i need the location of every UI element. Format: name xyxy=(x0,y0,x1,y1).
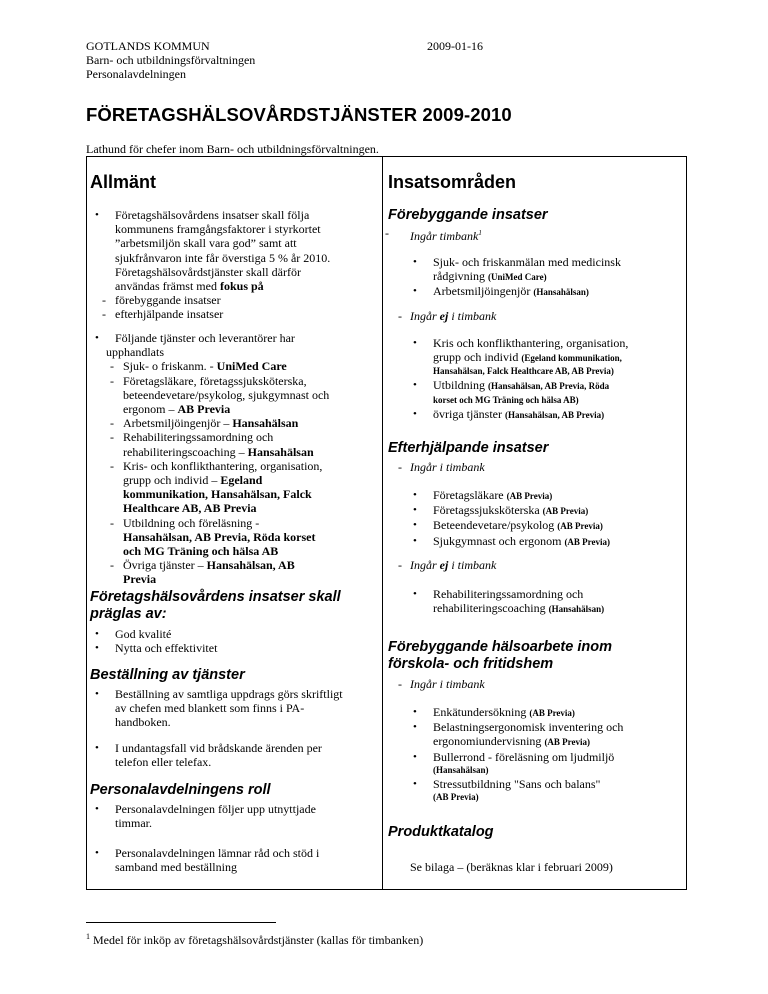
b2-i6-provider-1: Hansahälsan, AB Previa, Röda korset xyxy=(123,529,316,544)
s2-item-1-provider: (AB Previa) xyxy=(506,491,553,501)
s4-b2-l2: samband med beställning xyxy=(115,860,237,875)
b1-focus: fokus på xyxy=(219,279,264,294)
s3-b1-l1: • Beställning av samtliga uppdrags görs skriftligt xyxy=(115,687,380,701)
s4-b1-l2: timmar. xyxy=(115,816,152,831)
s1-k2: grupp och individ xyxy=(433,350,522,365)
s2-item-2: • Nytta och effektivitet xyxy=(115,641,217,655)
s3-item-1: Enkätundersökning xyxy=(433,705,530,719)
b2-item-4-l1: - Rehabiliteringssamordning och xyxy=(123,430,381,444)
s4-b2-l1: • Personalavdelningen lämnar råd och stöd i xyxy=(115,846,380,860)
b2-i4-provider: Hansahälsan xyxy=(247,444,314,459)
s3-item-2-provider: (AB Previa) xyxy=(544,737,591,748)
b1-line-2: ”arbetsmiljön skall vara god” samt att xyxy=(115,236,297,251)
b2-item-6-l1: - Utbildning och föreläsning - xyxy=(123,516,381,530)
s3-item-4: • Stressutbildning "Sans och balans" xyxy=(433,777,683,791)
right-s2-heading: Efterhjälpande insatser xyxy=(388,440,549,456)
b1-dash-2: - efterhjälpande insatser xyxy=(115,307,380,321)
s3-b1-l3: handboken. xyxy=(115,715,171,730)
b2-i5-provider-2: kommunikation, Hansahälsan, Falck xyxy=(123,487,312,502)
right-s1-heading: Förebyggande insatser xyxy=(388,207,548,223)
b1-line-0: • Företagshälsovårdens insatser skall följa xyxy=(115,208,310,222)
s2-item-3: Beteendevetare/psykolog xyxy=(433,518,558,533)
left-s2-heading-1: Företagshälsovårdens insatser skall xyxy=(90,589,341,605)
b2-i7-provider-1: Hansahälsan, AB xyxy=(206,558,295,573)
s1-item-2: Arbetsmiljöingenjör xyxy=(433,284,534,299)
s2-item-2-provider: (AB Previa) xyxy=(542,506,589,517)
b2-item-4-l2: rehabiliteringscoaching – xyxy=(123,444,248,459)
b2-item-1 xyxy=(123,359,381,373)
s3-item-3-provider: (Hansahälsan) xyxy=(433,764,489,775)
left-bullet-1 xyxy=(115,208,380,322)
s2-item-4-provider: (AB Previa) xyxy=(564,536,611,547)
s2-rehab-provider: (Hansahälsan) xyxy=(548,604,605,615)
footnote-text: Medel för inköp av företagshälsovårdstjänster (kallas för timbanken) xyxy=(90,933,424,947)
s1-k3p: Hansahälsan, Falck Healthcare AB, AB Previa) xyxy=(433,366,614,377)
b1-line-1: kommunens framgångsfaktorer i styrkortet xyxy=(115,222,321,237)
b2-i3-text: Arbetsmiljöingenjör – xyxy=(123,416,233,431)
s1-dash-2-ej: ej xyxy=(439,309,449,323)
right-s3-heading-2: förskola- och fritidshem xyxy=(388,656,554,672)
header-date: 2009-01-16 xyxy=(427,39,483,53)
s3-item-1-provider: (AB Previa) xyxy=(529,708,575,718)
s2-item-1: Företagsläkare xyxy=(433,488,507,502)
s3-b2-l2: telefon eller telefax. xyxy=(115,755,212,770)
left-heading: Allmänt xyxy=(90,172,157,192)
s2-item-1: • God kvalité xyxy=(115,627,217,641)
header-org: GOTLANDS KOMMUN xyxy=(86,39,210,53)
page-subtitle: Lathund för chefer inom Barn- och utbildningsförvaltningen. xyxy=(86,142,379,156)
s2-dash-2-ej: ej xyxy=(439,558,449,572)
s2-item-2: Företagssjuksköterska xyxy=(433,503,543,518)
b1-dash-1: - förebyggande insatser xyxy=(115,293,380,307)
s1-o1p: (Hansahälsan, AB Previa) xyxy=(504,409,605,420)
s1-fnmark: 1 xyxy=(478,229,482,237)
left-s2-heading-2: präglas av: xyxy=(90,606,167,622)
b2-i2-provider: AB Previa xyxy=(177,402,231,417)
left-s3-heading: Beställning av tjänster xyxy=(90,667,245,683)
page-title: FÖRETAGSHÄLSOVÅRDSTJÄNSTER 2009-2010 xyxy=(86,104,512,125)
b2-i5-provider-3: Healthcare AB, AB Previa xyxy=(123,501,257,516)
right-s4-text: Se bilaga – (beräknas klar i februari 2009) xyxy=(410,860,613,874)
s3-item-4-provider: (AB Previa) xyxy=(433,792,479,803)
s1-k2p: (Egeland kommunikation, xyxy=(521,353,622,364)
s1-dash-2-c: i timbank xyxy=(448,309,497,323)
s2-item-3-provider: (AB Previa) xyxy=(557,521,603,532)
b1-line-3: sjukfrånvaron inte får överstiga 5 % år 2010. xyxy=(115,250,331,265)
b2-line-1: • Följande tjänster och leverantörer har xyxy=(115,331,390,345)
s1-item-1-l2: rådgivning xyxy=(433,269,488,284)
b2-item-2-l2: beteendevetare/psykolog, sjukgymnast och xyxy=(123,387,330,402)
header-dept1: Barn- och utbildningsförvaltningen xyxy=(86,53,256,67)
s3-dash-1: Ingår i timbank xyxy=(410,677,485,691)
b2-i5-provider-1: Egeland xyxy=(220,473,263,488)
s1-item-2-provider: (Hansahälsan) xyxy=(533,287,589,298)
b2-i7-text: Övriga tjänster – xyxy=(123,558,207,573)
s1-item-1-l1: • Sjuk- och friskanmälan med medicinsk xyxy=(433,255,683,269)
s2-dash-2-c: i timbank xyxy=(448,558,497,572)
s1-item-1-provider: (UniMed Care) xyxy=(488,272,547,283)
b2-item-2-l3: ergonom – xyxy=(123,402,178,417)
b2-i1-provider: UniMed Care xyxy=(216,359,287,374)
b2-item-2-l1: - Företagsläkare, företagssjuksköterska, xyxy=(123,374,381,388)
s3-b1-l2: av chefen med blankett som finns i PA- xyxy=(115,701,305,716)
b2-i6-provider-2: och MG Träning och hälsa AB xyxy=(123,544,279,559)
s1-u1p: (Hansahälsan, AB Previa, Röda xyxy=(488,381,610,392)
b2-item-5-l2: grupp och individ – xyxy=(123,473,221,488)
left-bullet-2 xyxy=(106,331,381,587)
s1-u1: Utbildning xyxy=(433,378,489,393)
left-s4-heading: Personalavdelningens roll xyxy=(90,782,271,798)
s2-dash-1: Ingår i timbank xyxy=(410,460,485,474)
b1-line-4: Företagshälsovårdstjänster skall därför xyxy=(115,264,301,279)
s3-item-2-l1: • Belastningsergonomisk inventering och xyxy=(433,720,683,734)
s2-dash-2-a: Ingår xyxy=(410,558,440,572)
s1-u2p: korset och MG Träning och hälsa AB) xyxy=(433,394,579,405)
s1-k1: • Kris och konflikthantering, organisation, xyxy=(433,336,683,350)
b2-i1-text: Sjuk- o friskanm. - xyxy=(123,359,217,374)
s3-b2-l1: • I undantagsfall vid brådskande ärenden per xyxy=(115,741,380,755)
right-s3-heading-1: Förebyggande hälsoarbete inom xyxy=(388,639,612,655)
s1-dash-2-a: Ingår xyxy=(410,309,440,323)
b2-i3-provider: Hansahälsan xyxy=(232,416,299,431)
b2-line-2: upphandlats xyxy=(106,345,164,360)
b2-item-5-l1: - Kris- och konflikthantering, organisation, xyxy=(123,459,381,473)
footnote-mark: 1 xyxy=(86,932,90,941)
s2-item-4: Sjukgymnast och ergonom xyxy=(433,533,565,548)
b1-line-5: användas främst med xyxy=(115,279,220,294)
right-heading: Insatsområden xyxy=(388,172,517,192)
s2-rehab-l2: rehabiliteringscoaching xyxy=(433,601,549,616)
s1-dash-1: Ingår timbank xyxy=(410,229,479,243)
s3-item-2-l2: ergonomiundervisning xyxy=(433,734,545,749)
b2-i7-provider-2: Previa xyxy=(123,572,157,587)
s1-o1: övriga tjänster xyxy=(433,406,505,421)
header-dept2: Personalavdelningen xyxy=(86,67,186,81)
footnote-rule xyxy=(86,922,276,923)
right-s4-heading: Produktkatalog xyxy=(388,824,494,840)
column-divider xyxy=(382,156,383,890)
s3-item-3: • Bullerrond - föreläsning om ljudmiljö xyxy=(433,750,683,764)
s4-b1-l1: • Personalavdelningen följer upp utnyttjade xyxy=(115,802,380,816)
s2-rehab-l1: • Rehabiliteringssamordning och xyxy=(433,587,683,601)
